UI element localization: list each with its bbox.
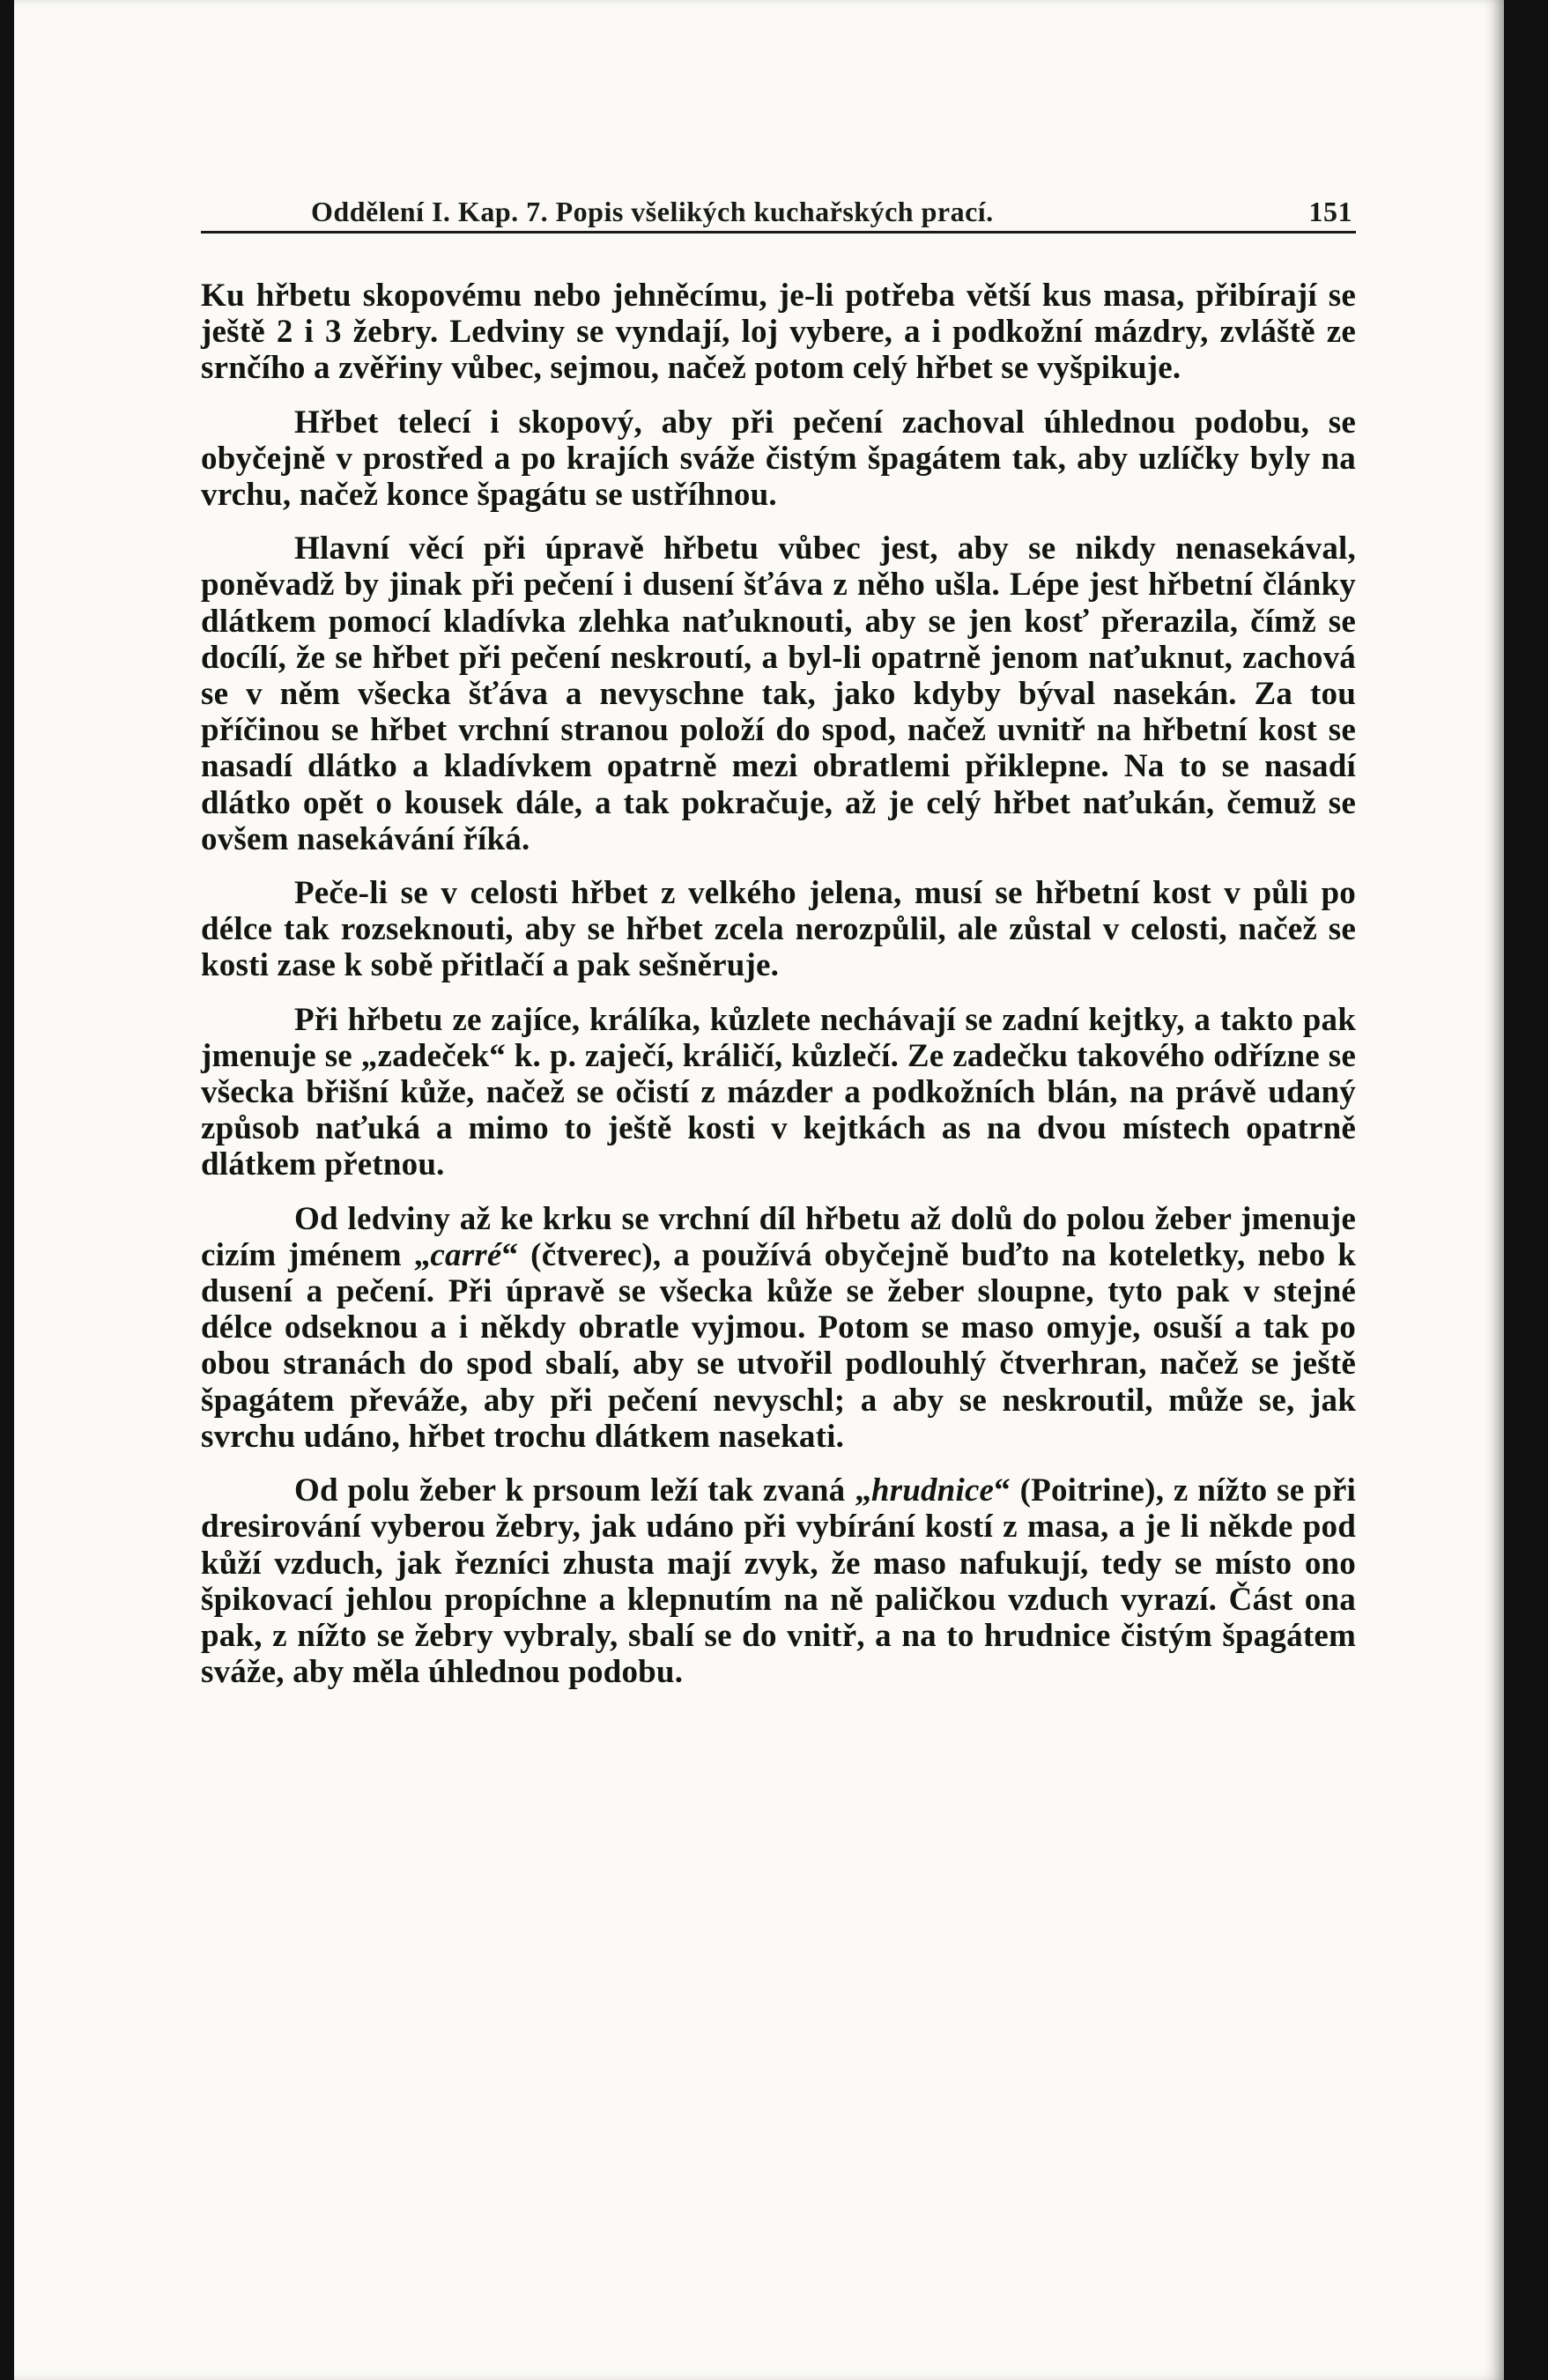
- paragraph-2: [201, 404, 1356, 514]
- text-run: “ (čtverec), a používá obyčejně buďto na koteletky, nebo k dusení a pečení. Při úpravě se všecka kůže se žeber sloupne, tyto pak v stejné délce odseknou a i někdy obratle vyjmou. Potom se maso omyje, osuší a tak po obou stranách do spod sbalí, aby se utvořil podlouhlý čtverhran, načež se ještě špagátem převáže, aby při pečení nevyschl; a aby se neskroutil, může se, jak svrchu udáno, hřbet trochu dlátkem nasekati.: [201, 1236, 1356, 1455]
- paragraph-6: [201, 1201, 1356, 1455]
- page-header: [201, 196, 1356, 234]
- body-text: [201, 278, 1356, 1690]
- text-run: “ (Poitrine), z nížto se při dresirování vyberou žebry, jak udáno při vybírání kostí z masa, a je li někde pod kůží vzduch, jak řezníci zhusta mají zvyk, že maso nafukují, tedy se místo ono špikovací jehlou propíchne a klepnutím na ně paličkou vzduch vyrazí. Část ona pak, z nížto se žebry vybraly, sbalí se do vnitř, a na to hrudnice čistým špagátem sváže, aby měla úhlednou podobu.: [201, 1472, 1356, 1691]
- italic-term: carré: [430, 1236, 502, 1273]
- paragraph-3: [201, 530, 1356, 857]
- text-run: Hřbet telecí i skopový, aby při pečení zachoval úhlednou podobu, se obyčejně v prostřed a po krajích sváže čistým špagátem tak, aby uzlíčky byly na vrchu, načež konce špagátu se ustříhnou.: [201, 404, 1356, 514]
- book-page: [14, 0, 1504, 2380]
- text-run: Při hřbetu ze zajíce, králíka, kůzlete nechávají se zadní kejtky, a takto pak jmenuje se „zadeček“ k. p. zaječí, králičí, kůzlečí. Ze zadečku takového odřízne se všecka břišní kůže, načež se očistí z mázder a podkožních blán, na právě udaný způsob naťuká a mimo to ještě kosti v kejtkách as na dvou místech opatrně dlátkem přetnou.: [201, 1001, 1356, 1183]
- paragraph-7: [201, 1472, 1356, 1690]
- italic-term: hrudnice: [870, 1472, 995, 1509]
- page-number: 151: [1308, 196, 1352, 227]
- text-run: Od polu žeber k prsoum leží tak zvaná „: [294, 1472, 871, 1509]
- paragraph-4: [201, 875, 1356, 984]
- running-title: Oddělení I. Kap. 7. Popis všelikých kuchařských prací.: [311, 196, 994, 227]
- text-run: Ku hřbetu skopovému nebo jehněcímu, je-li potřeba větší kus masa, přibírají se ještě 2 i 3 žebry. Ledviny se vyndají, loj vybere, a i podkožní mázdry, zvláště ze srnčího a zvěřiny vůbec, sejmou, načež potom celý hřbet se vyšpikuje.: [201, 278, 1356, 387]
- paragraph-1: [201, 278, 1356, 387]
- text-run: Od ledviny až ke krku se vrchní díl hřbetu až dolů do polou žeber jmenuje cizím jménem „: [201, 1200, 1356, 1273]
- text-run: Hlavní věcí při úpravě hřbetu vůbec jest, aby se nikdy nenasekával, poněvadž by jinak při pečení i dusení šťáva z něho ušla. Lépe jest hřbetní články dlátkem pomocí kladívka zlehka naťuknouti, aby se jen kosť přerazila, čímž se docílí, že se hřbet při pečení neskroutí, a byl-li opatrně jenom naťuknut, zachová se v něm všecka šťáva a nevyschne tak, jako kdyby býval nasekán. Za tou příčinou se hřbet vrchní stranou položí do spod, načež uvnitř na hřbetní kost se nasadí dlátko a kladívkem opatrně mezi obratlemi přiklepne. Na to se nasadí dlátko opět o kousek dále, a tak pokračuje, až je celý hřbet naťukán, čemuž se ovšem nasekávání říká.: [201, 530, 1356, 857]
- text-run: Peče-li se v celosti hřbet z velkého jelena, musí se hřbetní kost v půli po délce tak rozseknouti, aby se hřbet zcela nerozpůlil, ale zůstal v celosti, načež se kosti zase k sobě přitlačí a pak sešněruje.: [201, 875, 1356, 984]
- paragraph-5: [201, 1002, 1356, 1183]
